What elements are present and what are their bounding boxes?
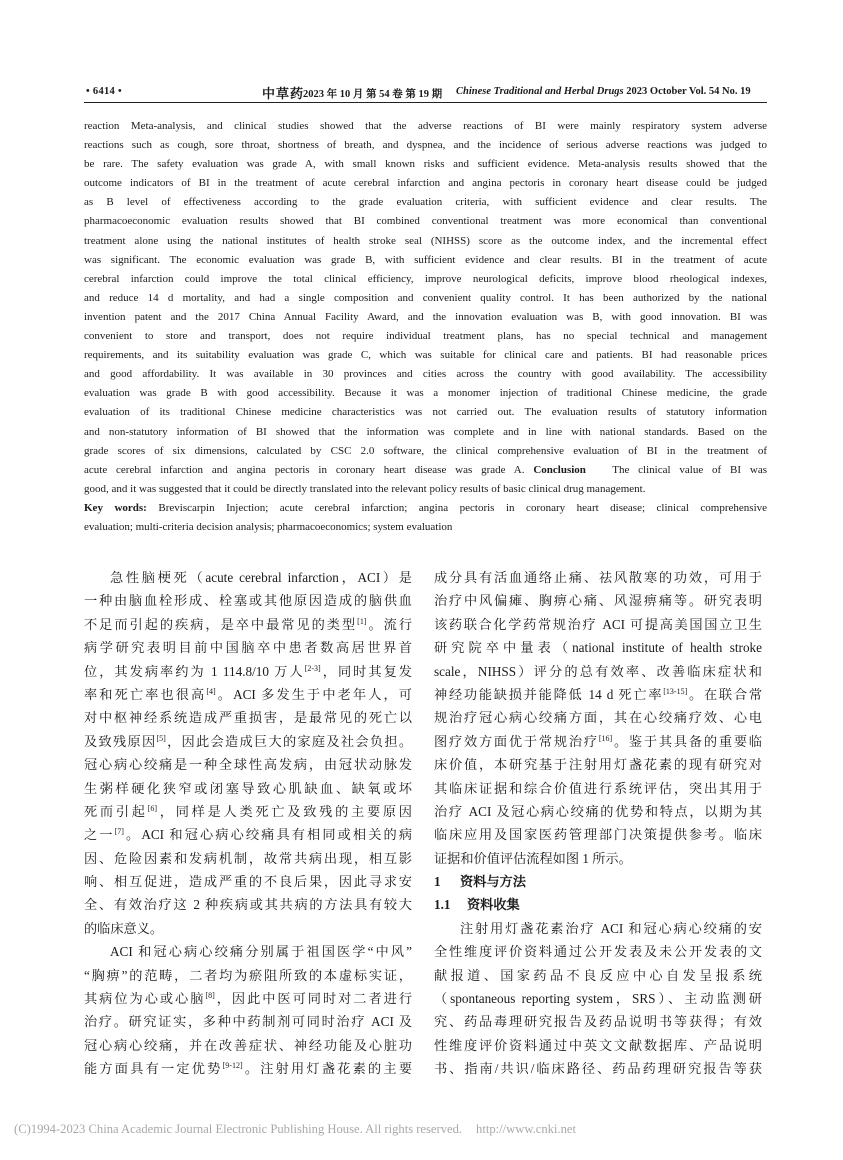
- line-text: 图疗效方面优于常规治疗: [434, 733, 599, 749]
- text-line: [434, 1057, 762, 1080]
- text-line: [84, 1034, 412, 1057]
- citation-ref[interactable]: [13-15]: [663, 686, 688, 696]
- section-heading: [434, 870, 762, 893]
- line-text: 究、药品毒理研究报告及药品说明书等获得；有效: [434, 1014, 762, 1030]
- abstract-line: be rare. The safety evaluation was grade A, with small known risks and sufficient evidence. Meta-analysis results showed that the: [84, 158, 767, 171]
- line-text: 死而引起: [84, 803, 148, 819]
- text-line: [434, 706, 762, 729]
- abstract-line: and non-statutory information of BI showed that the information was complete and in line with national standards. Based on the: [84, 425, 767, 438]
- copyright-text: (C)1994-2023 China Academic Journal Electronic Publishing House. All rights reserved.: [14, 1122, 463, 1136]
- line-text: 冠心病心绞痛，并在改善症状、神经功能及心脏功: [84, 1037, 412, 1053]
- text-line: [84, 660, 412, 683]
- text-line: [84, 589, 412, 612]
- text-line: [434, 753, 762, 776]
- abstract-text: The clinical value of BI was: [612, 463, 767, 476]
- line-text: 率和死亡率也很高: [84, 686, 207, 702]
- text-line: [84, 940, 412, 963]
- text-line: [434, 940, 762, 963]
- line-text: ，同样是人类死亡及致残的主要原因: [157, 803, 412, 819]
- line-text: 其病位为心或心脑: [84, 991, 206, 1007]
- abstract-line: and reduce 14 d mortality, and had a single composition and convenient quality control. It has been authorized by the national: [84, 291, 767, 304]
- keywords-label: Key words:: [84, 501, 147, 514]
- subsection-number: 1.1: [434, 897, 451, 913]
- line-text: ，因此中医可同时对二者进行: [214, 991, 412, 1007]
- line-text: ，同时其复发: [320, 663, 412, 679]
- citation-ref[interactable]: [9-12]: [222, 1061, 243, 1071]
- keywords-text: Breviscarpin Injection; acute cerebral infarction; angina pectoris in coronary heart disease; clinical comprehensive: [158, 501, 767, 514]
- text-line: [434, 589, 762, 612]
- line-text: “胸痹”的范畴，二者均为瘀阻所致的本虚标实证，: [84, 967, 412, 983]
- line-text: 。在联合常: [687, 686, 762, 702]
- line-text: 该药联合化学药常规治疗 ACI 可提高美国国立卫生: [434, 616, 762, 632]
- line-text: 。注射用灯盏花素的主要: [242, 1061, 412, 1077]
- issue-info-cn: 2023 年 10 月 第 54 卷 第 19 期: [303, 89, 443, 100]
- line-text: 位，其发病率约为 1 114.8/10 万人: [84, 663, 305, 679]
- line-text: 全、有效治疗这 2 种疾病或其共病的方法具有较大: [84, 897, 412, 913]
- line-text: 性维度评价资料通过中英文文献数据库、产品说明: [434, 1037, 762, 1053]
- cnki-url: http://www.cnki.net: [476, 1122, 576, 1136]
- line-text: 规治疗冠心病心绞痛方面，其在心绞痛疗效、心电: [434, 710, 762, 726]
- keywords-line: [84, 499, 767, 518]
- abstract-line: [84, 461, 767, 480]
- abstract-line: treatment alone using the national institutes of health stroke seal (NIHSS) score as the outcome index, and the incremental effect: [84, 234, 767, 247]
- abstract-line: evaluation was grade B with good accessibility. Because it was a monomer injection of traditional Chinese medicine, the grade: [84, 387, 767, 400]
- conclusion-label: Conclusion: [533, 463, 586, 476]
- journal-name-en: Chinese Traditional and Herbal Drugs: [456, 86, 624, 97]
- citation-ref[interactable]: [7]: [114, 827, 124, 837]
- line-text: 急性脑梗死（acute cerebral infarction，ACI）是: [110, 570, 412, 585]
- line-text: 治疗 ACI 及冠心病心绞痛的优势和特点，以期为其: [434, 803, 762, 819]
- abstract-line: pharmacoeconomic evaluation results showed that BI combined conventional treatment was more economical than conventional: [84, 215, 767, 228]
- abstract-line: requirements, and its suitability evaluation was grade C, which was suitable for clinical care and patients. BI had reasonable prices: [84, 349, 767, 362]
- line-text: scale，NIHSS）评分的总有效率、改善临床症状和: [434, 663, 762, 679]
- journal-logo: 中草药: [262, 86, 305, 101]
- abstract-line: was significant. The economic evaluation was grade B, with sufficient evidence and clear results. BI in the treatment of acute: [84, 253, 767, 266]
- line-text: 。ACI 多发生于中老年人，可: [215, 686, 412, 702]
- line-text: 研究院卒中量表（national institute of health stroke: [434, 640, 762, 656]
- abstract-line: as B level of effectiveness according to the grade evaluation criteria, with sufficient evidence and clear results. The: [84, 196, 767, 209]
- line-text: 之一: [84, 827, 115, 843]
- line-text: 临床应用及国家医药管理部门决策提供参考。临床: [434, 827, 762, 843]
- abstract-text: acute cerebral infarction and angina pectoris in coronary heart disease was grade A.: [84, 463, 525, 476]
- english-abstract: [84, 117, 767, 537]
- text-line: [434, 730, 762, 753]
- text-line: [84, 1010, 412, 1033]
- text-line: [434, 987, 762, 1010]
- text-line: [434, 823, 762, 846]
- line-text: 注射用灯盏花素治疗 ACI 和冠心病心绞痛的安: [460, 920, 762, 936]
- line-text: ，因此会造成巨大的家庭及社会负担。: [165, 733, 412, 749]
- subsection-title: 资料收集: [467, 897, 520, 913]
- line-text: 冠心病心绞痛是一种全球性高发病，由冠状动脉发: [84, 757, 412, 773]
- text-line: [434, 917, 762, 940]
- citation-ref[interactable]: [6]: [147, 803, 158, 813]
- left-column: [84, 566, 412, 1081]
- citation-ref[interactable]: [5]: [156, 733, 166, 743]
- intro-continued: [434, 566, 762, 870]
- line-text: 生粥样硬化狭窄或闭塞导致心肌缺血、缺氧或坏: [84, 780, 412, 796]
- text-line: [84, 706, 412, 729]
- abstract-line: reaction Meta-analysis, and clinical studies showed that the adverse reactions of BI were mainly respiratory system adverse: [84, 120, 767, 132]
- line-text: ACI 和冠心病心绞痛分别属于祖国医学“中风”: [110, 944, 412, 960]
- text-line: [434, 613, 762, 636]
- citation-ref[interactable]: [8]: [205, 991, 215, 1001]
- abstract-line: good, and it was suggested that it could be directly translated into the relevant policy results of basic clinical drug management.: [84, 482, 646, 495]
- text-line: [434, 847, 762, 870]
- line-text: 其临床证据和综合价值进行系统评估，突出其用于: [434, 780, 762, 796]
- line-text: 神经功能缺损并能降低 14 d 死亡率: [434, 686, 664, 702]
- line-text: （spontaneous reporting system，SRS）、主动监测研: [434, 991, 762, 1007]
- subsection-heading: [434, 893, 762, 916]
- data-collection-text: [434, 917, 762, 1081]
- page-number: • 6414 •: [86, 86, 123, 97]
- citation-ref[interactable]: [1]: [357, 616, 367, 626]
- abstract-line: outcome indicators of BI in the treatment of acute cerebral infarction and angina pectoris in coronary heart disease could be judged: [84, 177, 767, 190]
- citation-ref[interactable]: [2-3]: [304, 663, 321, 673]
- line-text: 不足而引起的疾病，是卒中最常见的类型: [84, 616, 358, 632]
- right-column: [434, 566, 762, 1081]
- line-text: 。ACI 和冠心病心绞痛具有相同或相关的病: [123, 827, 412, 843]
- line-text: 的临床意义。: [84, 920, 164, 936]
- abstract-line: reactions such as cough, sore throat, shortness of breath, and dyspnea, and the incidence of serious adverse reactions was judged to: [84, 139, 767, 152]
- abstract-line: and good affordability. It was available in 30 provinces and cities across the country with good availability. The accessibility: [84, 368, 767, 381]
- line-text: 。流行: [366, 616, 412, 632]
- section-number: 1: [434, 874, 441, 890]
- text-line: [434, 660, 762, 683]
- text-line: [84, 987, 412, 1010]
- text-line: [84, 683, 412, 706]
- abstract-line: cerebral infarction could improve the total clinical efficiency, improve neurological deficits, improve blood rheological indexes,: [84, 272, 767, 285]
- abstract-line: evaluation of its traditional Chinese medicine characteristics was not carried out. The evaluation results of statutory information: [84, 406, 767, 419]
- issue-en: 2023 October Vol. 54 No. 19: [626, 86, 751, 97]
- line-text: 治疗。研究证实，多种中药制剂可同时治疗 ACI 及: [84, 1014, 412, 1030]
- text-line: [434, 800, 762, 823]
- text-line: [84, 847, 412, 870]
- line-text: 床价值，本研究基于注射用灯盏花素的现有研究对: [434, 757, 762, 773]
- running-header: [84, 82, 767, 103]
- text-line: [84, 636, 412, 659]
- line-text: 一种由脑血栓形成、栓塞或其他原因造成的脑供血: [84, 593, 412, 609]
- abstract-line: convenient to store and transport, does not require individual treatment plans, has no special technical and management: [84, 330, 767, 343]
- line-text: 响、相互促进，造成严重的不良后果，因此寻求安: [84, 874, 412, 890]
- citation-ref[interactable]: [16]: [598, 733, 613, 743]
- text-line: [434, 1034, 762, 1057]
- text-line: [84, 566, 412, 589]
- copyright-footer: [14, 1122, 576, 1137]
- line-text: 因、危险因素和发病机制，故常共病出现，相互影: [84, 850, 412, 866]
- line-text: 证据和价值评估流程如图 1 所示。: [434, 850, 632, 866]
- abstract-line: invention patent and the 2017 China Annual Facility Award, and the innovation evaluation was B, with good innovation. BI was: [84, 310, 767, 323]
- text-line: [84, 613, 412, 636]
- keywords-line: evaluation; multi-criteria decision analysis; pharmacoeconomics; system evaluation: [84, 520, 453, 533]
- line-text: 成分具有活血通络止痛、祛风散寒的功效，可用于: [434, 570, 762, 585]
- line-text: 全性维度评价资料通过公开发表及未公开发表的文: [434, 944, 762, 960]
- text-line: [84, 730, 412, 753]
- line-text: 能方面具有一定优势: [84, 1061, 223, 1077]
- issue-info-en: [456, 86, 751, 97]
- citation-ref[interactable]: [4]: [206, 686, 216, 696]
- section-title: 资料与方法: [460, 874, 526, 890]
- text-line: [84, 917, 412, 940]
- text-line: [434, 964, 762, 987]
- abstract-line: grade scores of six dimensions, calculated by CSC 2.0 software, the clinical comprehensive evaluation of BI in the treatment of: [84, 444, 767, 457]
- text-line: [434, 566, 762, 589]
- text-line: [84, 1057, 412, 1080]
- line-text: 及致残原因: [84, 733, 157, 749]
- text-line: [434, 636, 762, 659]
- line-text: 献报道、国家药品不良反应中心自发呈报系统: [434, 967, 762, 983]
- text-line: [84, 777, 412, 800]
- text-line: [84, 753, 412, 776]
- text-line: [434, 1010, 762, 1033]
- text-line: [84, 800, 412, 823]
- line-text: 治疗中风偏瘫、胸痹心痛、风湿痹痛等。研究表明: [434, 593, 762, 609]
- text-line: [84, 964, 412, 987]
- line-text: 对中枢神经系统造成严重损害，是最常见的死亡以: [84, 710, 412, 726]
- text-line: [434, 683, 762, 706]
- text-line: [84, 893, 412, 916]
- text-line: [84, 823, 412, 846]
- line-text: 。鉴于其具备的重要临: [612, 733, 762, 749]
- text-line: [84, 870, 412, 893]
- abstract-body: [84, 117, 767, 461]
- line-text: 书、指南/共识/临床路径、药品药理研究报告等获: [434, 1061, 762, 1077]
- line-text: 病学研究表明目前中国脑卒中患者数高居世界首: [84, 640, 412, 656]
- text-line: [434, 777, 762, 800]
